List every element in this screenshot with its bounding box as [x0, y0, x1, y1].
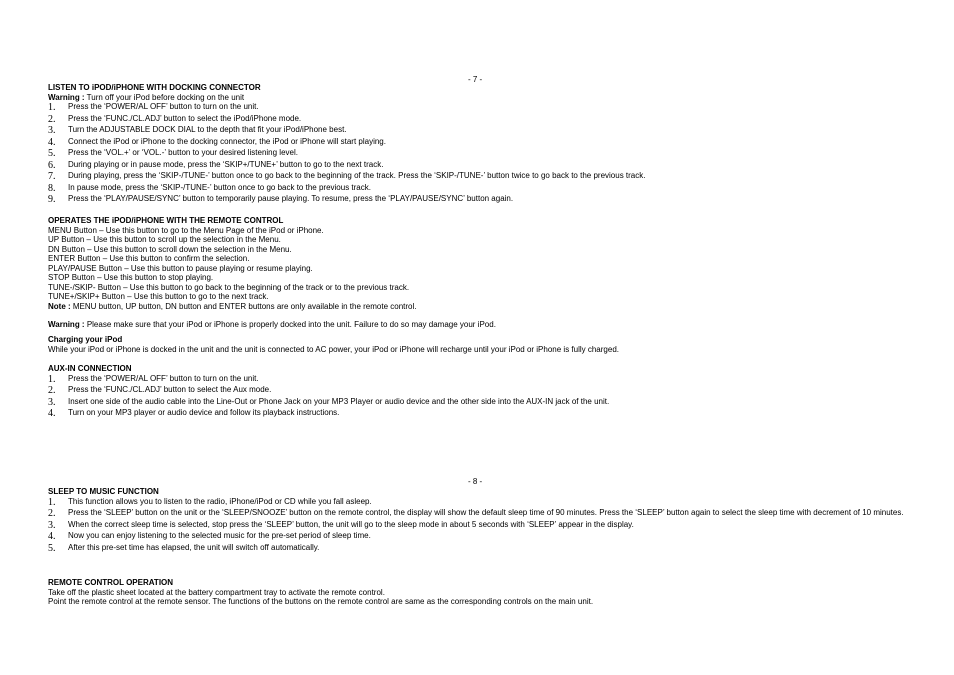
remote-ipod-heading: OPERATES THE iPOD/iPHONE WITH THE REMOTE CONTROL: [48, 216, 284, 225]
remote-op-line: Point the remote control at the remote sensor. The functions of the buttons on the remote control are same as the corresponding controls on the main unit.: [48, 597, 594, 606]
remote-line: UP Button – Use this button to scroll up the selection in the Menu.: [48, 235, 281, 244]
docking-section: [48, 83, 910, 206]
charging-heading: Charging your iPod: [48, 335, 123, 344]
sleep-steps: [48, 497, 910, 553]
remote-op-heading: REMOTE CONTROL OPERATION: [48, 578, 174, 587]
list-item: 2. Press the ‘FUNC./CL.ADJ’ button to select the iPod/iPhone mode.: [48, 113, 302, 125]
docking-steps: [48, 102, 910, 204]
page-number-8: - 8 -: [468, 477, 483, 486]
list-item: 3. When the correct sleep time is selected, stop press the ‘SLEEP’ button, the unit will go to the sleep mode in about 5 seconds with ‘SLEEP’ appear in the display.: [48, 519, 634, 531]
remote-op-line: Take off the plastic sheet located at the battery compartment tray to activate the remote control.: [48, 587, 385, 597]
remote-op-section: [48, 578, 910, 607]
remote-line: ENTER Button – Use this button to confirm the selection.: [48, 254, 250, 263]
auxin-heading: AUX-IN CONNECTION: [48, 364, 132, 373]
list-item: 2. Press the ‘FUNC./CL.ADJ’ button to select the Aux mode.: [48, 385, 272, 396]
remote-note: Note : MENU button, UP button, DN button and ENTER buttons are only available in the remote control.: [48, 301, 417, 311]
docking-warning: Warning : Turn off your iPod before docking on the unit: [48, 92, 245, 102]
list-item: 2. Press the ‘SLEEP’ button on the unit or the ‘SLEEP/SNOOZE’ button on the remote control, the display will show the default sleep time of 90 minutes. Press the ‘SLEEP’ button again to select the sleep time with decrement of 10 minutes.: [48, 508, 904, 519]
remote-ipod-section: [48, 216, 910, 330]
list-item: 9. Press the ‘PLAY/PAUSE/SYNC’ button to temporarily pause playing. To resume, press the ‘PLAY/PAUSE/SYNC’ button again.: [48, 194, 514, 205]
remote-line: STOP Button – Use this button to stop playing.: [48, 273, 214, 282]
remote-line: MENU Button – Use this button to go to the Menu Page of the iPod or iPhone.: [48, 225, 324, 235]
list-item: 7. During playing, press the ‘SKIP-/TUNE-’ button once to go back to the beginning of the track. Press the ‘SKIP-/TUNE-’ button twice to go back to the previous track.: [48, 171, 646, 182]
remote-line: TUNE+/SKIP+ Button – Use this button to go to the next track.: [48, 292, 269, 301]
list-item: 4. Connect the iPod or iPhone to the docking connector, the iPod or iPhone will start playing.: [48, 136, 386, 148]
charging-text: While your iPod or iPhone is docked in the unit and the unit is connected to AC power, your iPod or iPhone will recharge until your iPod or iPhone is fully charged.: [48, 344, 619, 354]
sleep-heading: SLEEP TO MUSIC FUNCTION: [48, 487, 159, 496]
list-item: 3. Turn the ADJUSTABLE DOCK DIAL to the depth that fit your iPod/iPhone best.: [48, 125, 347, 136]
list-item: 5. Press the ‘VOL.+’ or ‘VOL.-’ button to your desired listening level.: [48, 148, 298, 159]
docking-heading: LISTEN TO iPOD/iPHONE WITH DOCKING CONNECTOR: [48, 83, 261, 92]
list-item: 6. During playing or in pause mode, press the ‘SKIP+/TUNE+’ button to go to the next track.: [48, 159, 384, 171]
list-item: 4. Turn on your MP3 player or audio device and follow its playback instructions.: [48, 408, 340, 419]
list-item: 4. Now you can enjoy listening to the selected music for the pre-set period of sleep time.: [48, 531, 371, 542]
list-item: 1. Press the ‘POWER/AL OFF’ button to turn on the unit.: [48, 102, 259, 113]
remote-line: DN Button – Use this button to scroll down the selection in the Menu.: [48, 244, 292, 254]
auxin-steps: [48, 374, 910, 418]
list-item: 1. This function allows you to listen to the radio, iPhone/iPod or CD while you fall asleep.: [48, 496, 372, 508]
auxin-section: [48, 364, 910, 420]
list-item: 3. Insert one side of the audio cable into the Line-Out or Phone Jack on your MP3 Player or audio device and the other side into the AUX-IN jack of the unit.: [48, 396, 610, 408]
remote-warning: Warning : Please make sure that your iPod or iPhone is properly docked into the unit. Failure to do so may damage your iPod.: [48, 320, 496, 329]
page-number-7: - 7 -: [468, 75, 483, 84]
charging-section: [48, 335, 910, 354]
list-item: 5. After this pre-set time has elapsed, the unit will switch off automatically.: [48, 542, 320, 554]
sleep-section: [48, 487, 910, 554]
remote-line: PLAY/PAUSE Button – Use this button to pause playing or resume playing.: [48, 263, 313, 273]
list-item: 8. In pause mode, press the ‘SKIP-/TUNE-’ button once to go back to the previous track.: [48, 182, 371, 194]
list-item: 1. Press the ‘POWER/AL OFF’ button to turn on the unit.: [48, 373, 259, 385]
remote-line: TUNE-/SKIP- Button – Use this button to go back to the beginning of the track or to the previous track.: [48, 282, 410, 292]
